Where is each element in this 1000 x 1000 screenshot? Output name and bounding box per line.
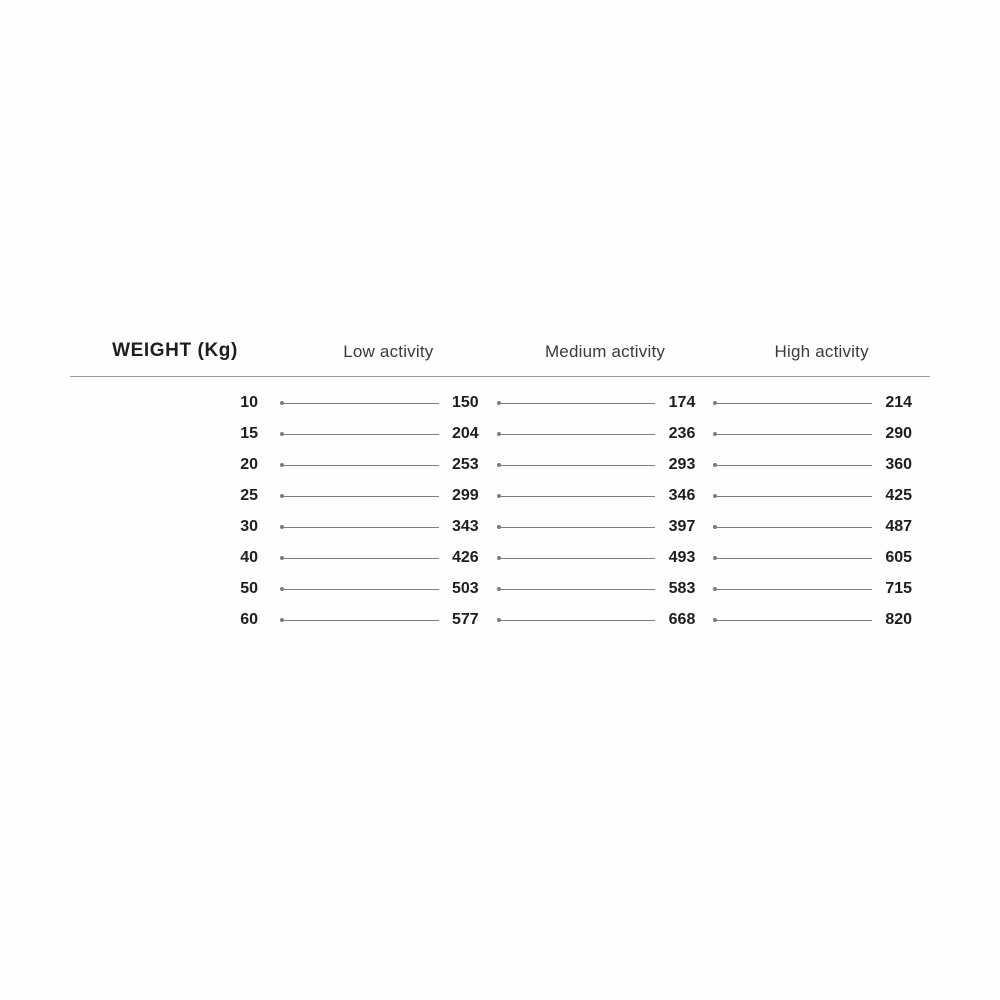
column-header-high-activity-label: High activity <box>774 342 869 361</box>
cell-high-activity <box>713 425 930 443</box>
cell-weight-value: 10 <box>240 393 258 411</box>
cell-weight-value: 25 <box>240 486 258 504</box>
cell-weight <box>70 580 280 598</box>
cell-low-activity-value: 426 <box>439 549 479 567</box>
table-row <box>70 449 930 480</box>
cell-medium-activity <box>497 456 714 474</box>
cell-low-activity-value: 503 <box>439 580 479 598</box>
connector-arrow-icon <box>713 527 886 528</box>
cell-high-activity-value: 487 <box>872 518 912 536</box>
cell-low-activity <box>280 549 497 567</box>
cell-weight <box>70 518 280 536</box>
cell-medium-activity-value: 493 <box>655 549 695 567</box>
connector-arrow-icon <box>497 589 670 590</box>
cell-high-activity-value: 214 <box>872 394 912 412</box>
cell-high-activity <box>713 549 930 567</box>
cell-low-activity <box>280 518 497 536</box>
cell-low-activity-value: 253 <box>439 456 479 474</box>
cell-weight-value: 40 <box>240 548 258 566</box>
connector-arrow-icon <box>713 620 886 621</box>
cell-high-activity-value: 290 <box>872 425 912 443</box>
cell-high-activity <box>713 456 930 474</box>
cell-medium-activity-value: 668 <box>655 611 695 629</box>
connector-arrow-icon <box>713 496 886 497</box>
connector-arrow-icon <box>497 465 670 466</box>
cell-weight <box>70 487 280 505</box>
column-header-medium-activity <box>497 342 714 362</box>
cell-low-activity <box>280 425 497 443</box>
cell-high-activity <box>713 611 930 629</box>
cell-medium-activity <box>497 487 714 505</box>
cell-high-activity <box>713 394 930 412</box>
cell-weight <box>70 425 280 443</box>
cell-weight <box>70 456 280 474</box>
column-header-weight <box>70 340 280 362</box>
feeding-guide-table <box>70 340 930 635</box>
connector-arrow-icon <box>280 496 453 497</box>
cell-weight-value: 20 <box>240 455 258 473</box>
cell-high-activity-value: 425 <box>872 487 912 505</box>
table-body <box>70 377 930 635</box>
cell-weight <box>70 549 280 567</box>
cell-high-activity <box>713 518 930 536</box>
table-row <box>70 511 930 542</box>
connector-arrow-icon <box>713 403 886 404</box>
table-row <box>70 604 930 635</box>
cell-weight <box>70 394 280 412</box>
table-row <box>70 480 930 511</box>
connector-arrow-icon <box>497 496 670 497</box>
connector-arrow-icon <box>713 465 886 466</box>
column-header-low-activity <box>280 342 497 362</box>
column-header-low-activity-label: Low activity <box>343 342 434 361</box>
cell-medium-activity-value: 346 <box>655 487 695 505</box>
cell-low-activity <box>280 487 497 505</box>
connector-arrow-icon <box>280 403 453 404</box>
connector-arrow-icon <box>280 527 453 528</box>
connector-arrow-icon <box>280 465 453 466</box>
cell-low-activity <box>280 580 497 598</box>
cell-high-activity-value: 820 <box>872 611 912 629</box>
connector-arrow-icon <box>280 589 453 590</box>
connector-arrow-icon <box>280 620 453 621</box>
column-header-medium-activity-label: Medium activity <box>544 342 666 361</box>
cell-high-activity <box>713 487 930 505</box>
cell-medium-activity-value: 583 <box>655 580 695 598</box>
cell-low-activity <box>280 611 497 629</box>
cell-high-activity-value: 360 <box>872 456 912 474</box>
table-row <box>70 573 930 604</box>
connector-arrow-icon <box>497 620 670 621</box>
cell-weight <box>70 611 280 629</box>
cell-weight-value: 15 <box>240 424 258 442</box>
cell-low-activity-value: 299 <box>439 487 479 505</box>
cell-medium-activity <box>497 518 714 536</box>
cell-weight-value: 60 <box>240 610 258 628</box>
cell-high-activity <box>713 580 930 598</box>
table-row <box>70 542 930 573</box>
cell-high-activity-value: 605 <box>872 549 912 567</box>
cell-medium-activity <box>497 425 714 443</box>
connector-arrow-icon <box>280 434 453 435</box>
cell-medium-activity-value: 397 <box>655 518 695 536</box>
connector-arrow-icon <box>497 527 670 528</box>
cell-low-activity-value: 150 <box>439 394 479 412</box>
cell-medium-activity-value: 174 <box>655 394 695 412</box>
cell-low-activity-value: 343 <box>439 518 479 536</box>
connector-arrow-icon <box>713 589 886 590</box>
table-row <box>70 418 930 449</box>
connector-arrow-icon <box>713 558 886 559</box>
connector-arrow-icon <box>497 434 670 435</box>
cell-medium-activity-value: 236 <box>655 425 695 443</box>
column-header-weight-label: WEIGHT (Kg) <box>112 340 238 361</box>
cell-weight-value: 50 <box>240 579 258 597</box>
cell-medium-activity-value: 293 <box>655 456 695 474</box>
cell-low-activity-value: 204 <box>439 425 479 443</box>
cell-high-activity-value: 715 <box>872 580 912 598</box>
cell-medium-activity <box>497 394 714 412</box>
cell-low-activity-value: 577 <box>439 611 479 629</box>
connector-arrow-icon <box>713 434 886 435</box>
cell-medium-activity <box>497 580 714 598</box>
cell-weight-value: 30 <box>240 517 258 535</box>
connector-arrow-icon <box>497 403 670 404</box>
column-header-high-activity <box>713 342 930 362</box>
cell-medium-activity <box>497 611 714 629</box>
connector-arrow-icon <box>280 558 453 559</box>
cell-medium-activity <box>497 549 714 567</box>
cell-low-activity <box>280 394 497 412</box>
cell-low-activity <box>280 456 497 474</box>
connector-arrow-icon <box>497 558 670 559</box>
table-header-row <box>70 340 930 376</box>
table-row <box>70 387 930 418</box>
